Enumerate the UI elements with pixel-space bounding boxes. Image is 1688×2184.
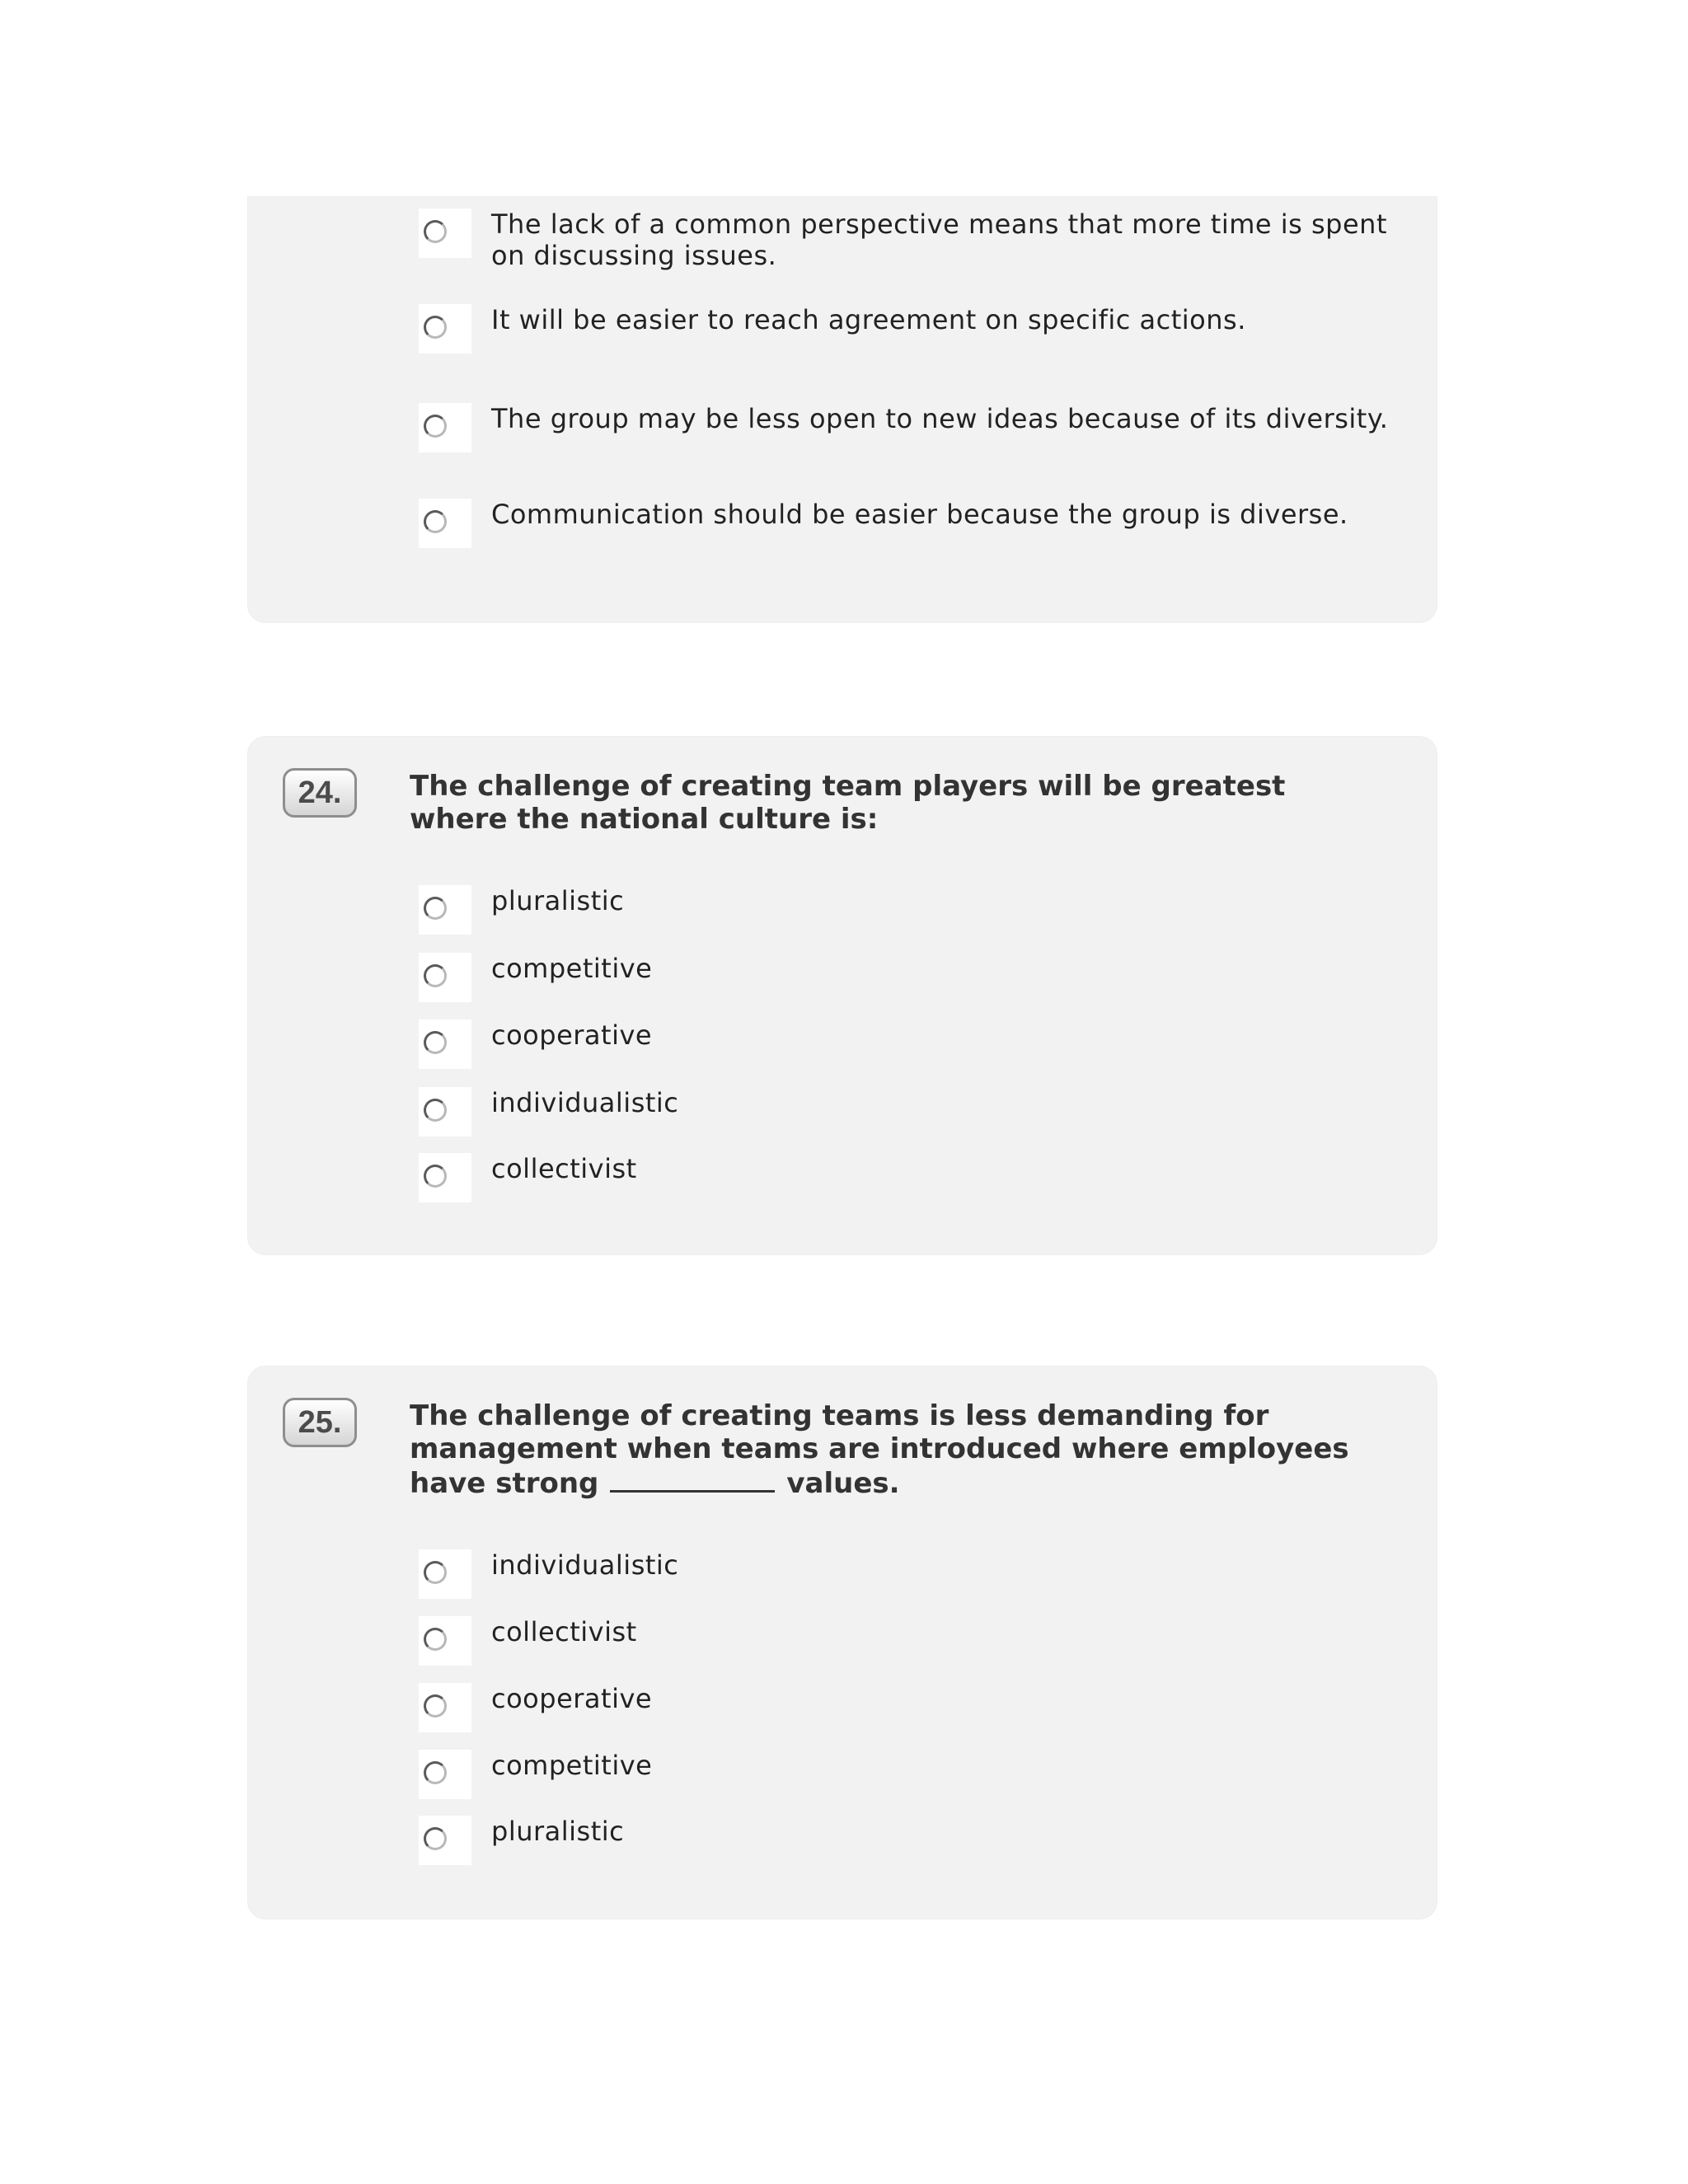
radio-button-icon[interactable]	[424, 1561, 447, 1584]
answer-option-label: The group may be less open to new ideas because of its diversity.	[491, 403, 1389, 434]
question-number-badge: 25.	[283, 1398, 357, 1447]
answer-option-label: pluralistic	[491, 885, 625, 916]
radio-button-icon[interactable]	[424, 1031, 447, 1054]
answer-option-label: cooperative	[491, 1019, 653, 1051]
question-card-23	[247, 196, 1437, 623]
radio-button-icon[interactable]	[424, 1099, 447, 1122]
answer-option-label: It will be easier to reach agreement on specific actions.	[491, 304, 1246, 335]
question-text-after-blank: values.	[786, 1467, 900, 1500]
answer-option-label: competitive	[491, 1750, 653, 1781]
question-number-badge: 24.	[283, 768, 357, 818]
answer-option-label: individualistic	[491, 1549, 679, 1581]
answer-option-label: cooperative	[491, 1683, 653, 1714]
answer-option-label: competitive	[491, 953, 653, 984]
question-card-25	[247, 1366, 1437, 1919]
fill-in-blank	[610, 1465, 775, 1493]
radio-button-icon[interactable]	[424, 1628, 447, 1651]
radio-button-icon[interactable]	[424, 316, 447, 339]
radio-button-icon[interactable]	[424, 897, 447, 920]
radio-button-icon[interactable]	[424, 1761, 447, 1784]
radio-button-icon[interactable]	[424, 1827, 447, 1850]
answer-option-label: The lack of a common perspective means that more time is spent on discussing issues.	[491, 209, 1387, 271]
question-text: The challenge of creating team players will be greatest where the national culture is:	[410, 770, 1286, 836]
answer-option-label: collectivist	[491, 1153, 637, 1184]
question-text-before-blank: The challenge of creating teams is less demanding for management when teams are introduced where employees have strong	[410, 1399, 1349, 1500]
answer-option-label: pluralistic	[491, 1816, 625, 1847]
radio-button-icon[interactable]	[424, 964, 447, 987]
answer-option-label: collectivist	[491, 1616, 637, 1647]
answer-option-label: Communication should be easier because the group is diverse.	[491, 499, 1348, 530]
radio-button-icon[interactable]	[424, 1165, 447, 1188]
question-card-24	[247, 736, 1437, 1255]
radio-button-icon[interactable]	[424, 1694, 447, 1718]
radio-button-icon[interactable]	[424, 220, 447, 243]
radio-button-icon[interactable]	[424, 415, 447, 438]
answer-option-label: individualistic	[491, 1087, 679, 1118]
radio-button-icon[interactable]	[424, 510, 447, 533]
question-text	[410, 1399, 1366, 1500]
